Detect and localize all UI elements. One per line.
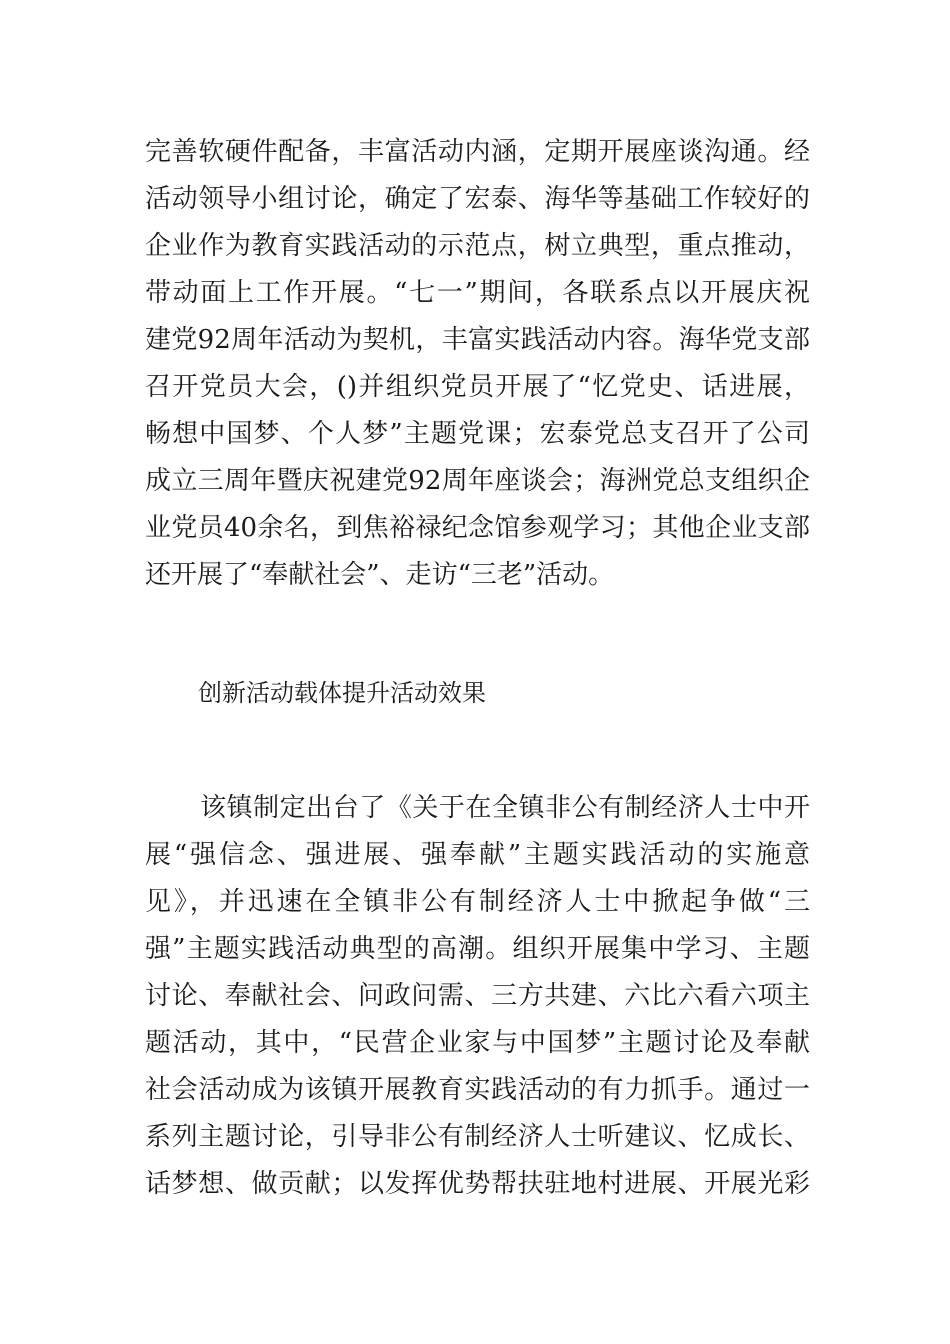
paragraph-1-line-7: 畅想中国梦、个人梦”主题党课；宏泰党总支召开了公司 bbox=[145, 419, 810, 449]
paragraph-2-line-5: 讨论、奉献社会、问政问需、三方共建、六比六看六项主 bbox=[145, 981, 810, 1011]
paragraph-2-line-4: 强”主题实践活动典型的高潮。组织开展集中学习、主题 bbox=[145, 934, 810, 964]
paragraph-1-line-2: 活动领导小组讨论，确定了宏泰、海华等基础工作较好的 bbox=[145, 184, 810, 214]
paragraph-2-line-9: 话梦想、做贡献；以发挥优势帮扶驻地村进展、开展光彩 bbox=[145, 1169, 810, 1199]
paragraph-1-line-9: 业党员40余名，到焦裕禄纪念馆参观学习；其他企业支部 bbox=[145, 513, 810, 543]
paragraph-1-line-6: 召开党员大会，()并组织党员开展了“忆党史、话进展， bbox=[145, 372, 810, 402]
paragraph-2-line-8: 系列主题讨论，引导非公有制经济人士听建议、忆成长、 bbox=[145, 1122, 810, 1152]
paragraph-2-line-7: 社会活动成为该镇开展教育实践活动的有力抓手。通过一 bbox=[145, 1075, 810, 1105]
paragraph-1-line-5: 建党92周年活动为契机，丰富实践活动内容。海华党支部 bbox=[145, 325, 810, 355]
paragraph-1-line-4: 带动面上工作开展。“七一”期间，各联系点以开展庆祝 bbox=[145, 278, 810, 308]
paragraph-2-line-1: 该镇制定出台了《关于在全镇非公有制经济人士中开 bbox=[200, 793, 810, 823]
paragraph-1-line-1: 完善软硬件配备，丰富活动内涵，定期开展座谈沟通。经 bbox=[145, 137, 810, 167]
paragraph-2-line-2: 展“强信念、强进展、强奉献”主题实践活动的实施意 bbox=[145, 840, 810, 870]
section-heading: 创新活动载体提升活动效果 bbox=[198, 679, 486, 707]
paragraph-1-line-10: 还开展了“奉献社会”、走访“三老”活动。 bbox=[145, 560, 615, 590]
paragraph-1-line-8: 成立三周年暨庆祝建党92周年座谈会；海洲党总支组织企 bbox=[145, 466, 810, 496]
paragraph-2-line-6: 题活动，其中，“民营企业家与中国梦”主题讨论及奉献 bbox=[145, 1028, 810, 1058]
paragraph-1-line-3: 企业作为教育实践活动的示范点，树立典型，重点推动， bbox=[145, 231, 810, 261]
paragraph-2-line-3: 见》，并迅速在全镇非公有制经济人士中掀起争做“三 bbox=[145, 887, 810, 917]
